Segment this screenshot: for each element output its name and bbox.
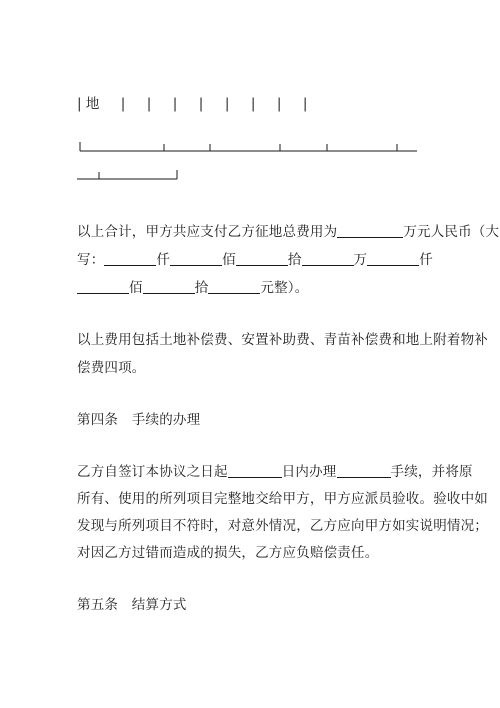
procedures-line-4: 对因乙方过错而造成的损失，乙方应负赔偿责任。 [77,545,379,561]
table-row-fragment: | 地 | | | | | | | | [77,96,308,112]
table-bottom-border [77,140,417,154]
unit-shi: 拾 [287,252,302,268]
total-text-write: 写： [77,252,105,268]
unit-yuan: 元整）。 [260,280,309,296]
procedure-blank[interactable] [337,464,391,478]
unit-qian-2: 仟 [419,252,433,268]
procedures-line-1 [77,460,473,480]
blank-wan[interactable] [302,252,354,266]
procedures-text-a: 乙方自签订本协议之日起 [77,464,228,480]
table-bottom-border-continued [77,168,187,182]
total-line-2 [77,248,433,268]
blank-qian-1[interactable] [104,252,156,266]
total-amount-blank[interactable] [337,224,403,238]
procedures-text-b: 日内办理 [281,464,337,480]
blank-bai-1[interactable] [170,252,222,266]
blank-shi-2[interactable] [143,280,195,294]
article-4-heading: 第四条 手续的办理 [77,412,201,428]
blank-yuan[interactable] [208,280,260,294]
total-text-b: 万元人民币（大 [403,224,500,240]
unit-wan: 万 [353,252,368,268]
total-text-a: 以上合计，甲方共应支付乙方征地总费用为 [77,224,338,240]
procedures-line-3: 发现与所列项目不符时，对意外情况，乙方应向甲方如实说明情况； [77,518,488,534]
unit-qian: 仟 [156,252,171,268]
blank-qian-2[interactable] [367,252,419,266]
procedures-line-2: 所有、使用的所列项目完整地交给甲方，甲方应派员验收。验收中如 [77,491,488,507]
fees-line-1: 以上费用包括土地补偿费、安置补助费、青苗补偿费和地上附着物补 [77,332,488,348]
blank-bai-2[interactable] [77,280,129,294]
unit-shi-2: 拾 [194,280,209,296]
unit-bai: 佰 [222,252,236,268]
blank-shi-1[interactable] [236,252,288,266]
fees-line-2: 偿费四项。 [77,360,146,376]
days-blank[interactable] [228,464,282,478]
unit-bai-2: 佰 [129,280,143,296]
total-line-3 [77,276,308,296]
procedures-text-c: 手续，并将原 [390,464,473,480]
article-5-heading: 第五条 结算方式 [77,597,187,613]
total-line-1 [77,220,499,240]
